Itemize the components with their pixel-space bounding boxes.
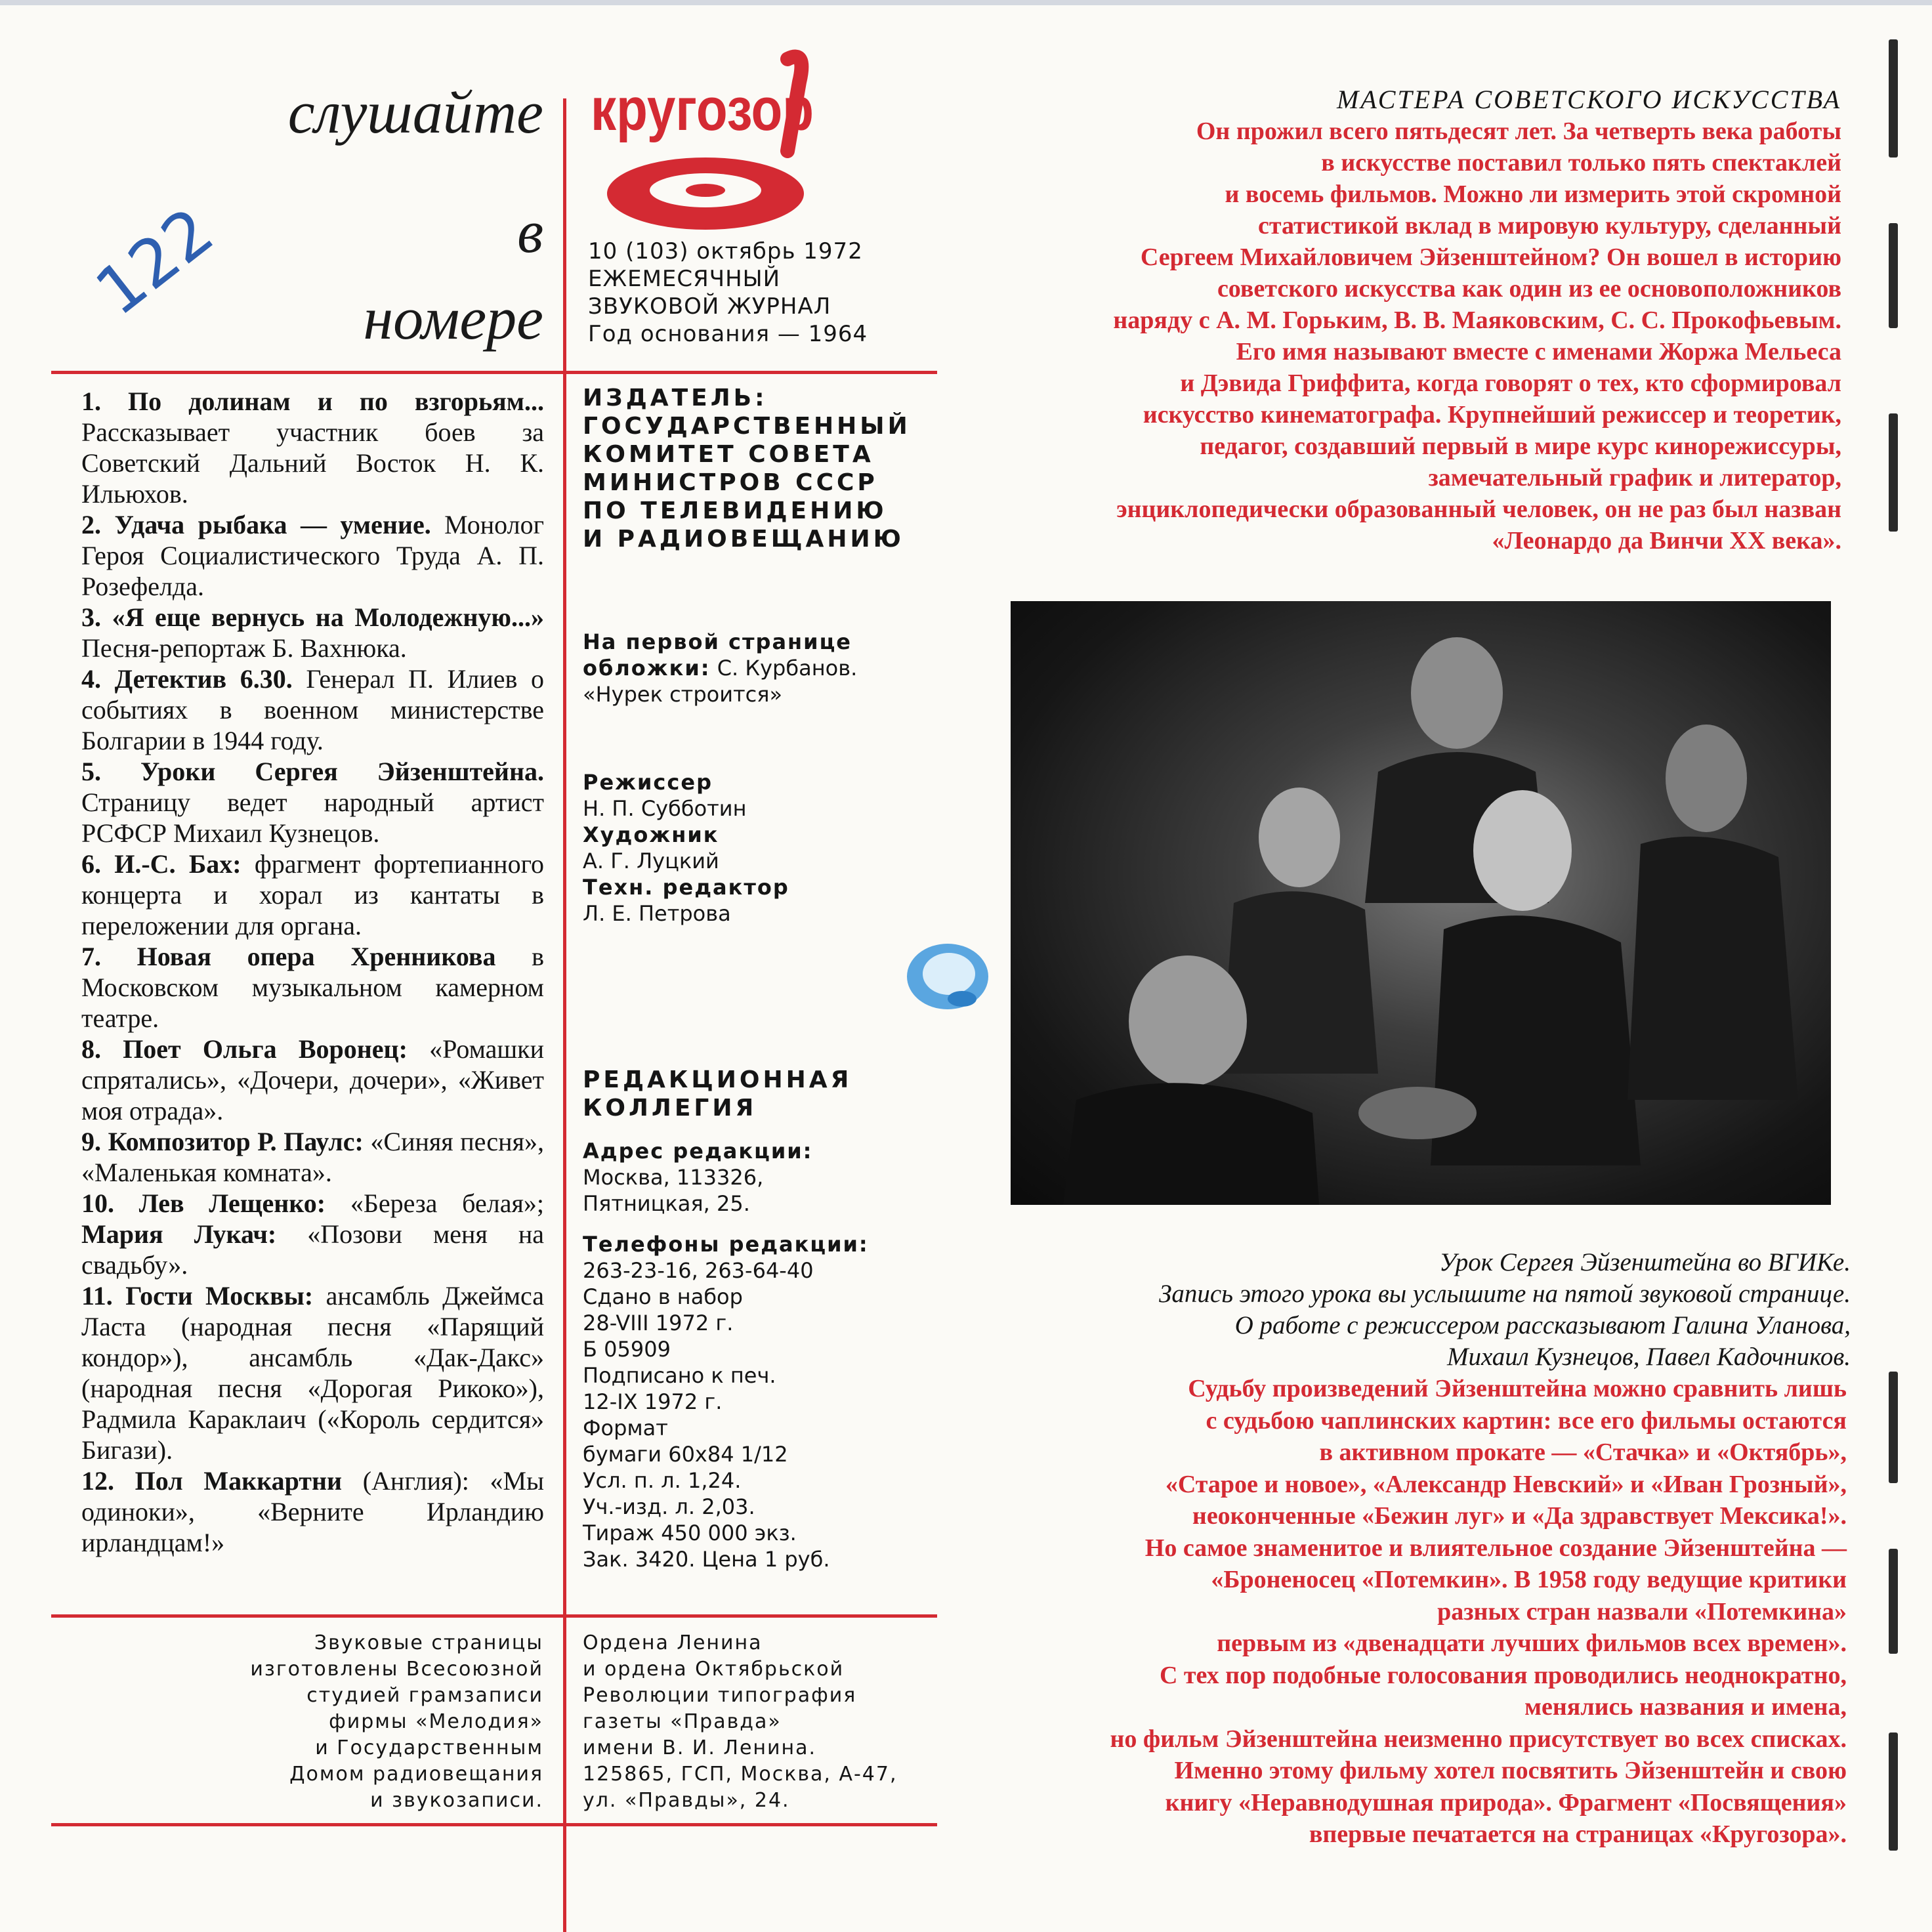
print-line: Тираж 450 000 экз.	[583, 1521, 797, 1545]
photo-figures	[1011, 601, 1831, 1205]
eisenstein-lesson-photo	[1011, 601, 1831, 1205]
address-line: Пятницкая, 25.	[583, 1191, 750, 1216]
credit-line: газеты «Правда»	[583, 1710, 782, 1733]
binding-mark	[1889, 1549, 1898, 1654]
issue-kind: ЕЖЕМЕСЯЧНЫЙ	[588, 266, 781, 292]
intro-line: искусство кинематографа. Крупнейший режиссер и теоретик,	[1143, 401, 1841, 429]
scan-top-edge	[0, 0, 1932, 5]
artist-label: Художник	[583, 822, 719, 847]
toc-item: 4. Детектив 6.30. Генерал П. Илиев о событиях в военном министерстве Болгарии в 1944 году.	[81, 664, 545, 755]
publisher-line: ПО ТЕЛЕВИДЕНИЮ	[583, 497, 887, 524]
sound-pages-credit	[197, 1630, 543, 1814]
body-line: Но самое знаменитое и влиятельное создание Эйзенштейна —	[1144, 1534, 1847, 1562]
issue-kind-2: ЗВУКОВОЙ ЖУРНАЛ	[588, 293, 831, 320]
intro-line: наряду с А. М. Горьким, В. В. Маяковским, С. С. Прокофьевым.	[1113, 306, 1841, 334]
publisher-line: МИНИСТРОВ СССР	[583, 469, 878, 496]
toc-item: 12. Пол Маккартни (Англия): «Мы одиноки», «Верните Ирландию ирландцам!»	[81, 1466, 544, 1557]
tech-editor-label: Техн. редактор	[583, 875, 789, 900]
body-line: менялись названия и имена,	[1524, 1693, 1847, 1721]
address-label: Адрес редакции:	[583, 1139, 813, 1164]
phones: 263-23-16, 263-64-40	[583, 1258, 814, 1283]
article-rubric: МАСТЕРА СОВЕТСКОГО ИСКУССТВА	[1337, 85, 1841, 114]
body-line: «Старое и новое», «Александр Невский» и «Иван Грозный»,	[1165, 1470, 1847, 1498]
toc-item: 10. Лев Лещенко: «Береза белая»; Мария Лукач: «Позови меня на свадьбу».	[81, 1188, 544, 1280]
staff-credits	[583, 769, 950, 927]
issue-founded: Год основания — 1964	[588, 321, 868, 347]
cover-label: На первой странице	[583, 629, 852, 654]
issue-number: 10 (103) октябрь 1972	[588, 238, 863, 264]
intro-line: педагог, создавший первый в мире курс кинорежиссуры,	[1200, 432, 1841, 460]
phones-label: Телефоны редакции:	[583, 1232, 869, 1257]
intro-line: в искусстве поставил только пять спектаклей	[1321, 149, 1841, 177]
binding-mark	[1889, 413, 1898, 532]
heading-word-issue: номере	[363, 285, 543, 352]
editorial-label: РЕДАКЦИОННАЯ	[583, 1066, 852, 1093]
credit-line: изготовлены Всесоюзной	[250, 1658, 543, 1681]
credit-line: Революции типография	[583, 1684, 857, 1707]
body-line: Судьбу произведений Эйзенштейна можно сравнить лишь	[1188, 1375, 1847, 1402]
print-line: 12-IX 1972 г.	[583, 1389, 723, 1414]
photo-caption	[801, 1247, 1851, 1373]
body-line: С тех пор подобные голосования проводились неоднократно,	[1159, 1661, 1847, 1689]
editorial-label-2: КОЛЛЕГИЯ	[583, 1095, 757, 1122]
intro-line: Его имя называют вместе с именами Жоржа Мельеса	[1236, 338, 1841, 366]
body-line: Именно этому фильму хотел посвятить Эйзенштейн и свою	[1174, 1757, 1847, 1784]
print-line: Зак. 3420. Цена 1 руб.	[583, 1547, 830, 1572]
caption-line: О работе с режиссером рассказывают Галина Уланова,	[1234, 1311, 1851, 1339]
print-line: Сдано в набор	[583, 1284, 743, 1309]
body-line: но фильм Эйзенштейна неизменно присутствует во всех списках.	[1110, 1725, 1847, 1753]
intro-line: «Леонардо да Винчи XX века».	[1492, 527, 1841, 555]
toc-item: 3. «Я еще вернусь на Молодежную...» Песня-репортаж Б. Вахнюка.	[81, 602, 544, 663]
credit-line: и Государственным	[315, 1736, 543, 1759]
toc-item: 8. Поет Ольга Воронец: «Ромашки спрятались», «Дочери, дочери», «Живет моя отрада».	[81, 1034, 545, 1125]
credit-line: 125865, ГСП, Москва, А-47,	[583, 1763, 898, 1786]
logo-wordmark: кругозор	[591, 76, 814, 143]
credit-line: и звукозаписи.	[370, 1789, 543, 1812]
body-line: с судьбою чаплинских картин: все его фильмы остаются	[1206, 1406, 1847, 1435]
credit-line: ул. «Правды», 24.	[583, 1789, 790, 1812]
binding-mark	[1889, 39, 1898, 158]
caption-line: Михаил Кузнецов, Павел Кадочников.	[1446, 1343, 1851, 1371]
article-body	[731, 1373, 1847, 1851]
credit-line: студией грамзаписи	[306, 1684, 543, 1707]
tech-editor-name: Л. Е. Петрова	[583, 901, 731, 926]
director-name: Н. П. Субботин	[583, 796, 747, 821]
body-line: книгу «Неравнодушная природа». Фрагмент «Посвящения»	[1165, 1788, 1847, 1816]
toc-item: 2. Удача рыбака — умение. Монолог Героя Социалистического Труда А. П. Розефелда.	[81, 510, 544, 601]
credit-line: Звуковые страницы	[314, 1631, 543, 1654]
toc-item: 5. Уроки Сергея Эйзенштейна. Страницу ведет народный артист РСФСР Михаил Кузнецов.	[81, 757, 544, 848]
toc-item: 1. По долинам и по взгорьям... Рассказывает участник боев за Советский Дальний Восток Н. К. Ильюхов.	[81, 387, 544, 509]
credit-line: фирмы «Мелодия»	[329, 1710, 543, 1733]
credit-line: Домом радиовещания	[289, 1763, 543, 1786]
heading-word-listen: слушайте	[287, 79, 543, 146]
body-line: неоконченные «Бежин луг» и «Да здравствует Мексика!».	[1192, 1502, 1847, 1530]
body-line: разных стран назвали «Потемкина»	[1437, 1597, 1847, 1626]
print-line: Формат	[583, 1416, 668, 1440]
handwritten-page-number: 122	[81, 192, 228, 331]
publisher-label: ИЗДАТЕЛЬ:	[583, 385, 768, 411]
intro-line: статистикой вклад в мировую культуру, сделанный	[1258, 212, 1841, 240]
toc-item: 6. И.-С. Бах: фрагмент фортепианного концерта и хорал из кантаты в переложении для органа.	[81, 849, 544, 940]
blue-sticker-icon	[904, 940, 991, 1013]
intro-line: Сергеем Михайловичем Эйзенштейном? Он вошел в историю	[1140, 243, 1841, 271]
print-line: Б 05909	[583, 1337, 671, 1362]
address-line: Москва, 113326,	[583, 1165, 764, 1190]
credit-line: имени В. И. Ленина.	[583, 1736, 817, 1759]
toc-item: 11. Гости Москвы: ансамбль Джеймса Ласта (народная песня «Парящий кондор»), ансамбль «Дак-Дакс» (народная песня «Дорогая Рикоко»), Радмила Караклаич («Король сердится» Бигази).	[81, 1281, 544, 1465]
body-line: впервые печатается на страницах «Кругозора».	[1309, 1820, 1847, 1848]
credit-line: и ордена Октябрьской	[583, 1658, 845, 1681]
toc-item: 7. Новая опера Хренникова в Московском музыкальном камерном театре.	[81, 942, 544, 1033]
cover-author-line: обложки: С. Курбанов.	[583, 656, 858, 681]
director-label: Режиссер	[583, 770, 713, 795]
body-line: в активном прокате — «Стачка» и «Октябрь»,	[1319, 1438, 1847, 1466]
binding-mark	[1889, 1372, 1898, 1483]
cover-credit	[583, 629, 950, 707]
intro-line: энциклопедически образованный человек, он не раз был назван	[1116, 495, 1841, 523]
binding-mark	[1889, 1732, 1898, 1851]
intro-line: замечательный график и литератор,	[1428, 464, 1841, 492]
body-line: «Броненосец «Потемкин». В 1958 году ведущие критики	[1211, 1566, 1847, 1593]
artist-name: А. Г. Луцкий	[583, 849, 719, 873]
article-intro	[791, 116, 1841, 556]
intro-line: и восемь фильмов. Можно ли измерить этой скромной	[1225, 180, 1841, 208]
toc-item: 9. Композитор Р. Паулс: «Синяя песня», «Маленькая комната».	[81, 1127, 544, 1187]
print-line: 28-VIII 1972 г.	[583, 1311, 734, 1335]
print-line: Уч.-изд. л. 2,03.	[583, 1494, 755, 1519]
print-line: Усл. п. л. 1,24.	[583, 1468, 742, 1493]
intro-line: Он прожил всего пятьдесят лет. За четверть века работы	[1196, 117, 1841, 145]
print-line: Подписано к печ.	[583, 1363, 776, 1388]
credit-line: Ордена Ленина	[583, 1631, 763, 1654]
table-of-contents	[81, 386, 544, 1558]
binding-mark	[1889, 223, 1898, 328]
caption-line: Урок Сергея Эйзенштейна во ВГИКе.	[1439, 1248, 1851, 1276]
publisher-line: ГОСУДАРСТВЕННЫЙ	[583, 413, 911, 440]
print-line: бумаги 60x84 1/12	[583, 1442, 788, 1467]
cover-title: «Нурек строится»	[583, 682, 783, 707]
intro-line: советского искусства как один из ее основоположников	[1217, 275, 1841, 303]
publisher-line: КОМИТЕТ СОВЕТА	[583, 441, 874, 468]
body-line: первым из «двенадцати лучших фильмов всех времен».	[1217, 1629, 1847, 1657]
publisher-line: И РАДИОВЕЩАНИЮ	[583, 526, 904, 553]
caption-line: Запись этого урока вы услышите на пятой звуковой странице.	[1159, 1280, 1851, 1308]
intro-line: и Дэвида Гриффита, когда говорят о тех, кто сформировал	[1180, 369, 1841, 397]
heading-word-in: в	[517, 198, 543, 265]
